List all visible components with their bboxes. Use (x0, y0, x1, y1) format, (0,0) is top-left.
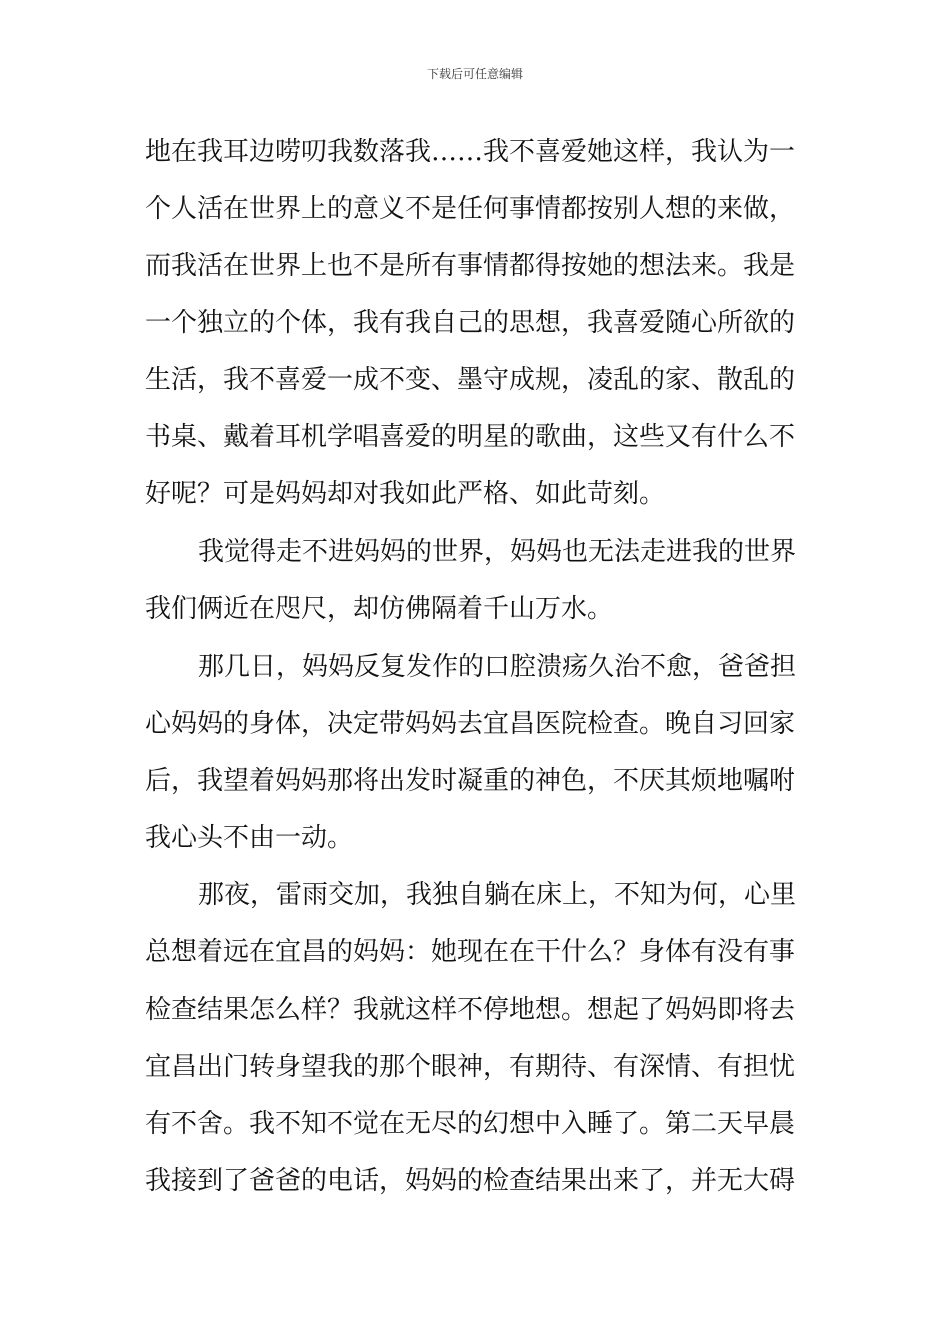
body-line: 宜昌出门转身望我的那个眼神，有期待、有深情、有担忧 (145, 1052, 796, 1082)
body-line: 我心头不由一动。 (145, 823, 354, 853)
body-line: 有不舍。我不知不觉在无尽的幻想中入睡了。第二天早晨 (145, 1109, 796, 1139)
body-line: 一个独立的个体，我有我自己的思想，我喜爱随心所欲的 (145, 308, 796, 338)
page-header: 下载后可任意编辑 (426, 67, 523, 81)
body-line: 书桌、戴着耳机学唱喜爱的明星的歌曲，这些又有什么不 (145, 422, 796, 452)
body-line: 我觉得走不进妈妈的世界，妈妈也无法走进我的世界 (198, 537, 797, 567)
body-line: 好呢？可是妈妈却对我如此严格、如此苛刻。 (145, 479, 666, 509)
body-line: 地在我耳边唠叨我数落我……我不喜爱她这样，我认为一 (145, 137, 796, 167)
body-line: 那几日，妈妈反复发作的口腔溃疡久治不愈，爸爸担 (198, 652, 797, 682)
body-line: 而我活在世界上也不是所有事情都得按她的想法来。我是 (145, 251, 796, 281)
body-line: 心妈妈的身体，决定带妈妈去宜昌医院检查。晚自习回家 (145, 709, 796, 739)
body-line: 个人活在世界上的意义不是任何事情都按别人想的来做， (145, 194, 796, 224)
body-line: 总想着远在宜昌的妈妈：她现在在干什么？身体有没有事 (145, 937, 796, 967)
body-line: 我接到了爸爸的电话，妈妈的检查结果出来了，并无大碍 (145, 1166, 796, 1196)
body-line: 我们俩近在咫尺，却仿佛隔着千山万水。 (145, 594, 614, 624)
body-line: 后，我望着妈妈那将出发时凝重的神色，不厌其烦地嘱咐 (145, 766, 796, 796)
body-line: 检查结果怎么样？我就这样不停地想。想起了妈妈即将去 (145, 995, 796, 1025)
body-line: 那夜，雷雨交加，我独自躺在床上，不知为何，心里 (198, 880, 797, 910)
body-line: 生活，我不喜爱一成不变、墨守成规，凌乱的家、散乱的 (145, 365, 796, 395)
